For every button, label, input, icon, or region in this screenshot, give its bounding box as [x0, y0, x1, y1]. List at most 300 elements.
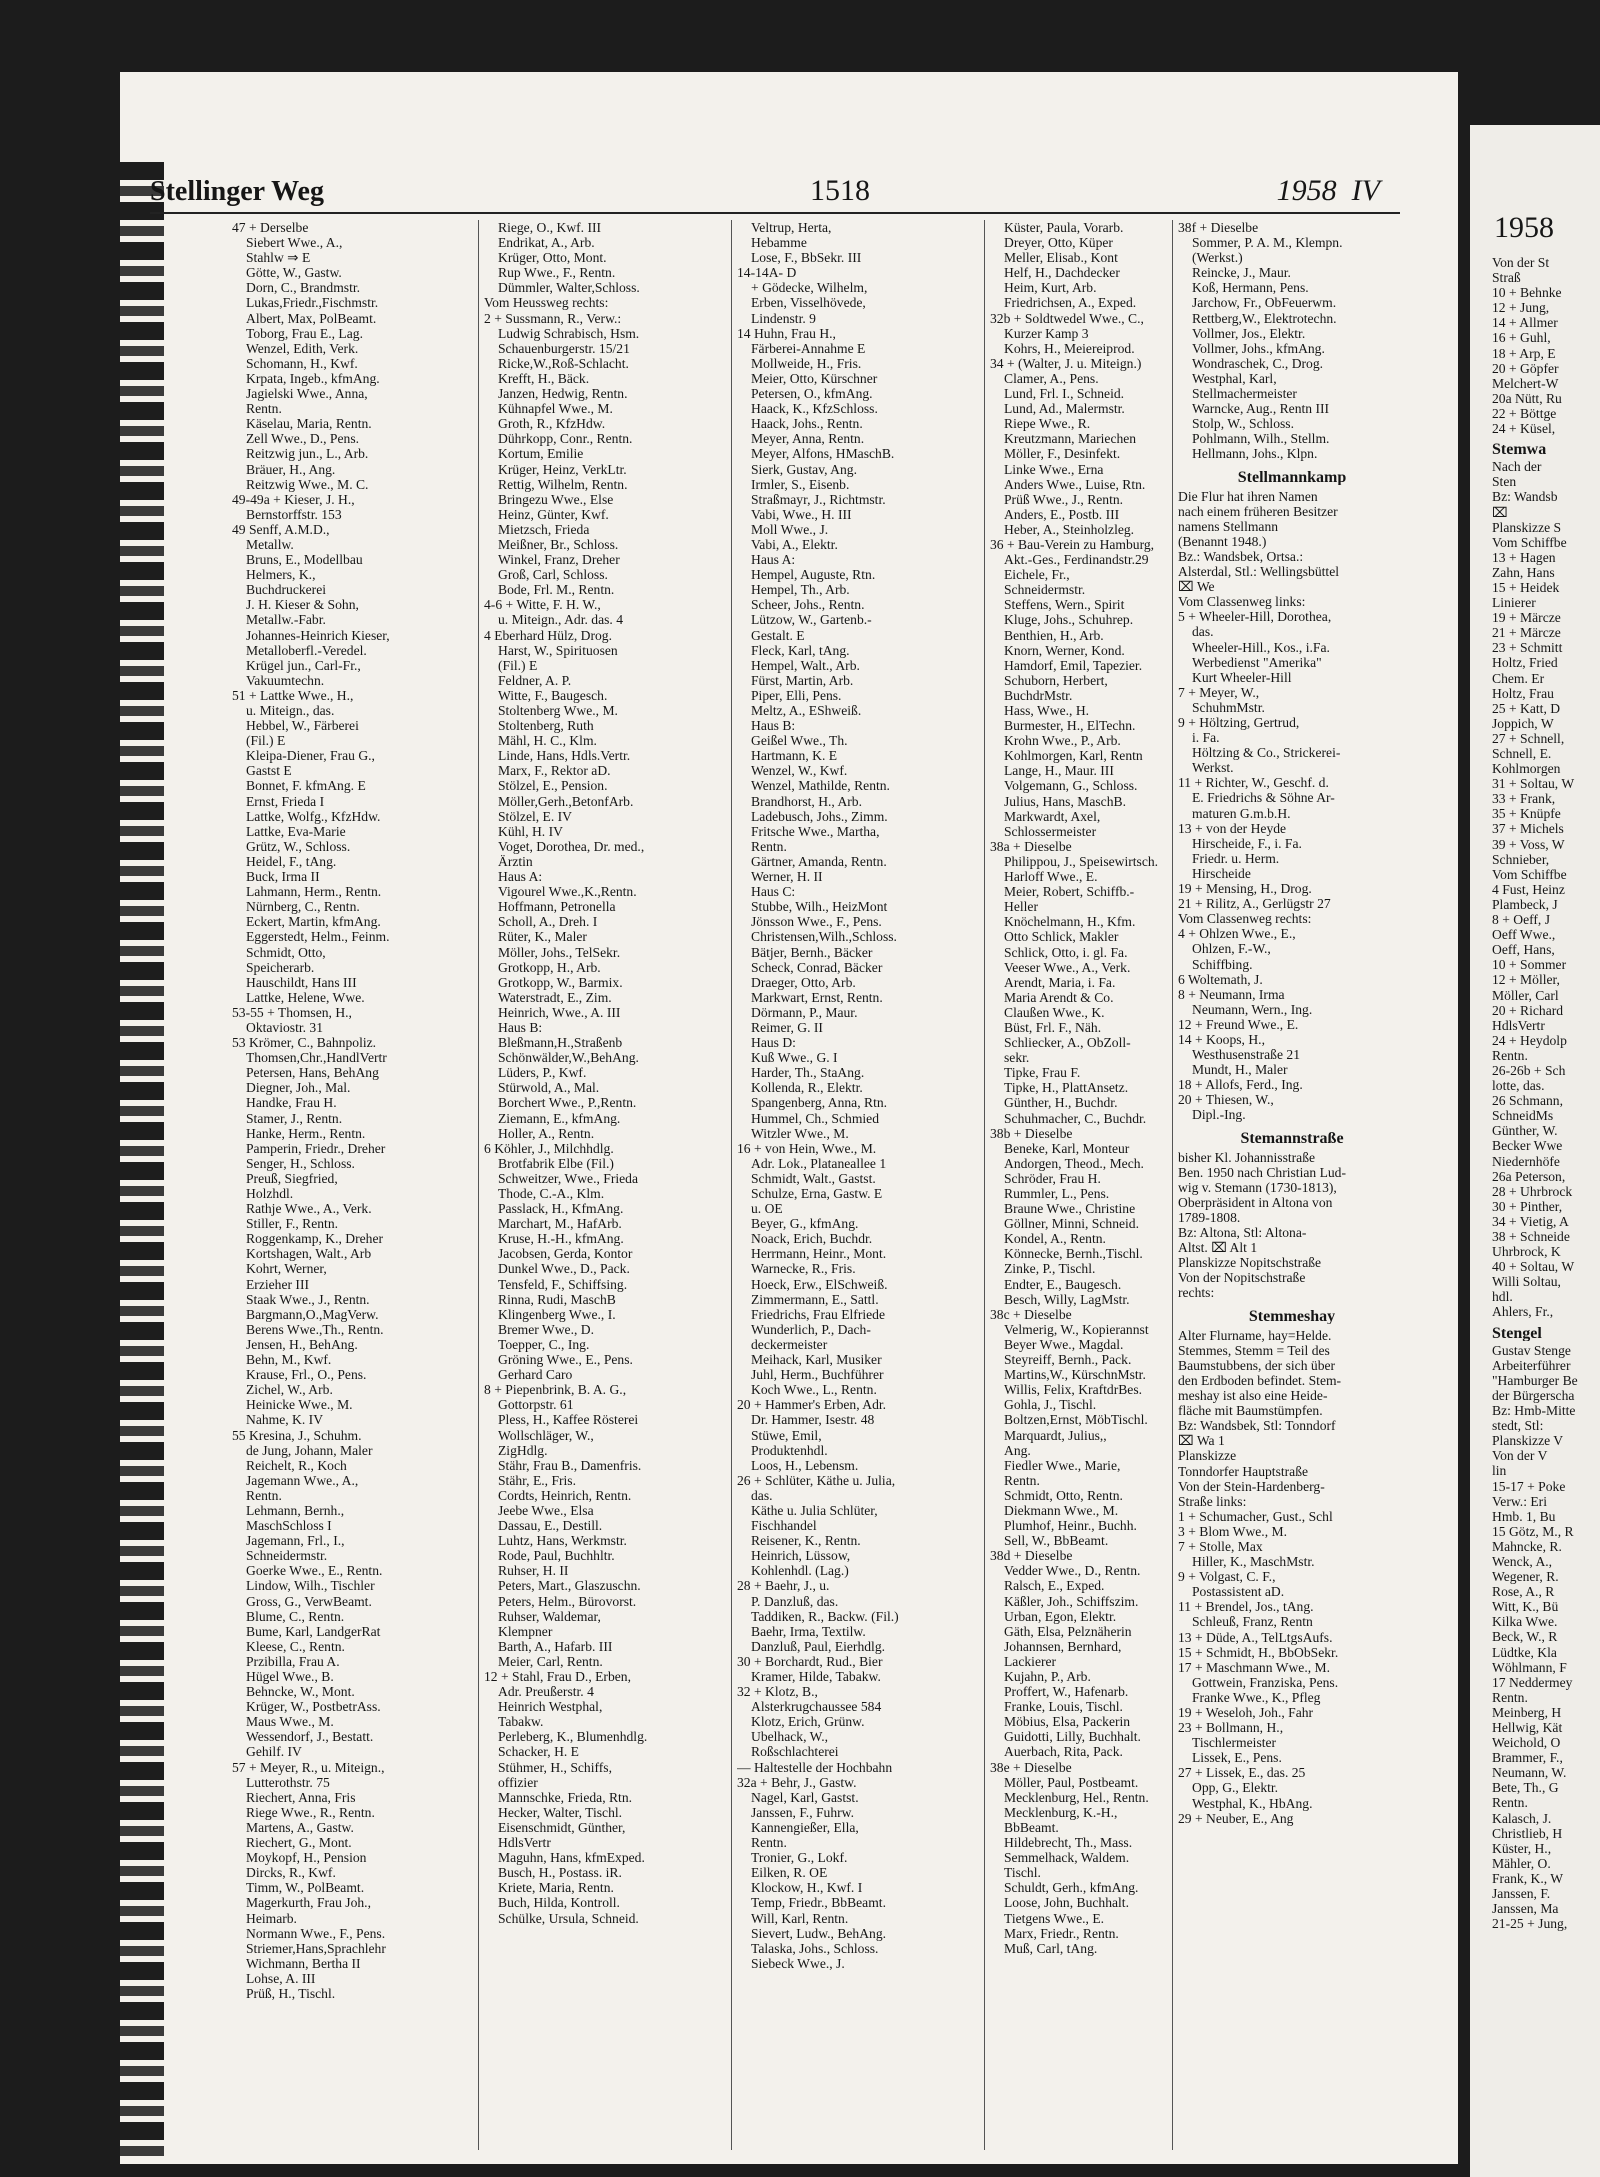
directory-entry: Rentn. [1492, 1795, 1528, 1811]
directory-entry: Holler, A., Rentn. [498, 1125, 595, 1141]
directory-entry: Friedrichsen, A., Exped. [1004, 295, 1137, 311]
directory-entry: Hass, Wwe., H. [1004, 703, 1090, 718]
directory-entry: Krause, Frl., O., Pens. [246, 1367, 367, 1383]
directory-entry: Tabakw. [498, 1714, 544, 1730]
directory-entry: Zell Wwe., D., Pens. [246, 431, 360, 447]
directory-entry: Werner, H. II [751, 869, 823, 885]
directory-entry: Schulze, Erna, Gastw. E [751, 1186, 883, 1201]
directory-entry: Veeser Wwe., A., Verk. [1004, 959, 1131, 975]
directory-entry: Wheeler-Hill., Kos., i.Fa. [1192, 639, 1330, 655]
directory-entry: Waterstradt, E., Zim. [498, 989, 612, 1005]
directory-entry: Proffert, W., Hafenarb. [1004, 1684, 1129, 1700]
directory-entry: 19 + Mensing, H., Drog. [1178, 881, 1312, 897]
directory-entry: 2 + Sussmann, R., Verw.: [484, 310, 622, 326]
directory-entry: 4-6 + Witte, F. H. W., [484, 597, 601, 613]
directory-entry: Plambeck, J [1492, 896, 1558, 912]
directory-entry: Buchdruckerei [246, 582, 327, 598]
directory-entry: 20 + Thiesen, W., [1178, 1092, 1274, 1108]
directory-entry: Berens Wwe.,Th., Rentn. [246, 1321, 384, 1337]
directory-entry: Vom Schiffbe [1492, 866, 1567, 882]
directory-entry: Claußen Wwe., K. [1004, 1004, 1105, 1020]
directory-entry: Riepe Wwe., R. [1004, 416, 1091, 432]
directory-entry: Dörmann, P., Maur. [751, 1004, 858, 1020]
directory-entry: Becker Wwe [1492, 1138, 1563, 1154]
directory-entry: Vakuumtechn. [246, 672, 325, 688]
directory-entry: Thode, C.-A., Klm. [498, 1186, 605, 1201]
directory-entry: 24 + Küsel, [1492, 421, 1556, 437]
directory-entry: Warnecke, R., Fris. [751, 1261, 856, 1277]
directory-entry: Groth, R., KfzHdw. [498, 416, 606, 432]
directory-entry: Wunderlich, P., Dach- [751, 1321, 871, 1337]
directory-entry: Vom Schiffbe [1492, 534, 1567, 550]
directory-entry: Lissek, E., Pens. [1192, 1750, 1282, 1766]
directory-entry: 19 + Märcze [1492, 610, 1561, 626]
directory-entry: Handke, Frau H. [246, 1095, 337, 1111]
directory-entry: 24 + Heydolp [1492, 1032, 1567, 1048]
directory-entry: 31 + Soltau, W [1492, 776, 1575, 792]
directory-entry: Prüß, H., Tischl. [246, 1985, 336, 2001]
directory-entry: Hanke, Herm., Rentn. [246, 1125, 366, 1141]
directory-entry: Straßmayr, J., Richtmstr. [751, 491, 886, 507]
directory-entry: (Benannt 1948.) [1178, 533, 1267, 549]
directory-entry: Büst, Frl. F., Näh. [1004, 1019, 1102, 1035]
directory-entry: meshay ist also eine Heide- [1178, 1388, 1328, 1404]
directory-entry: Käßler, Joh., Schiffszim. [1004, 1593, 1139, 1609]
directory-entry: Marquardt, Julius,, [1004, 1427, 1107, 1443]
directory-entry: Bernstorffstr. 153 [246, 506, 342, 522]
directory-entry: Benthien, H., Arb. [1004, 627, 1104, 643]
directory-entry: Franke Wwe., K., Pfleg [1192, 1689, 1321, 1705]
directory-entry: 38f + Dieselbe [1178, 220, 1259, 235]
directory-entry: Rup Wwe., F., Rentn. [498, 265, 616, 281]
directory-entry: ⌧ Wa 1 [1178, 1433, 1225, 1449]
directory-entry: Wöhlmann, F [1492, 1659, 1567, 1675]
year: 1958 [1276, 174, 1337, 207]
directory-entry: Janzen, Hedwig, Rentn. [498, 386, 628, 402]
directory-entry: Dührkopp, Conr., Rentn. [498, 431, 633, 447]
directory-entry: Möller, F., Desinfekt. [1004, 446, 1121, 462]
directory-entry: Produktenhdl. [751, 1442, 828, 1458]
directory-entry: 26 + Schlüter, Käthe u. Julia, [737, 1472, 896, 1488]
directory-entry: Tronier, G., Lokf. [751, 1850, 848, 1866]
directory-entry: Goerke Wwe., E., Rentn. [246, 1563, 383, 1579]
directory-entry: Alter Flurname, hay=Helde. [1178, 1327, 1332, 1343]
directory-entry: Johannsen, Bernhard, [1004, 1638, 1122, 1654]
directory-entry: Peters, Mart., Glaszuschn. [498, 1578, 641, 1594]
directory-entry: Kujahn, P., Arb. [1004, 1669, 1091, 1684]
directory-entry: 35 + Knüpfe [1492, 806, 1561, 822]
directory-entry: Markwart, Ernst, Rentn. [751, 989, 883, 1005]
directory-entry: Hmb. 1, Bu [1492, 1508, 1556, 1524]
directory-entry: 18 + Allofs, Ferd., Ing. [1178, 1077, 1303, 1093]
directory-entry: Schomann, H., Kwf. [246, 355, 358, 371]
directory-entry: Auerbach, Rita, Pack. [1004, 1744, 1123, 1760]
directory-entry: Gärtner, Amanda, Rentn. [751, 853, 887, 869]
directory-entry: de Jung, Johann, Maler [246, 1442, 373, 1458]
directory-entry: 12 + Stahl, Frau D., Erben, [484, 1669, 631, 1684]
directory-entry: Will, Karl, Rentn. [751, 1910, 849, 1926]
directory-entry: HdlsVertr [1492, 1017, 1545, 1033]
directory-entry: Höltzing & Co., Strickerei- [1192, 745, 1341, 761]
year-volume [1277, 174, 1380, 208]
directory-entry: Scholl, A., Dreh. I [498, 914, 598, 930]
directory-entry: SchuhmMstr. [1192, 699, 1265, 715]
directory-entry: 32b + Soldtwedel Wwe., C., [990, 310, 1144, 326]
directory-entry: Arendt, Maria, i. Fa. [1004, 974, 1116, 990]
directory-entry: Hiller, K., MaschMstr. [1192, 1554, 1315, 1570]
directory-entry: Meier, Robert, Schiffb.- [1004, 884, 1135, 900]
street-section-heading: Stemwa [1492, 442, 1547, 458]
directory-entry: Adr. Preußerstr. 4 [498, 1684, 594, 1700]
directory-entry: Lackierer [1004, 1653, 1057, 1669]
directory-entry: Diegner, Joh., Mal. [246, 1080, 351, 1096]
directory-entry: offizier [498, 1774, 538, 1790]
directory-entry: Normann Wwe., F., Pens. [246, 1925, 386, 1941]
directory-entry: Janssen, F., Fuhrw. [751, 1804, 855, 1820]
directory-entry: Westhusenstraße 21 [1192, 1047, 1301, 1063]
directory-entry: Klotz, Erich, Grünw. [751, 1714, 865, 1730]
directory-entry: 8 + Piepenbrink, B. A. G., [484, 1382, 627, 1398]
directory-entry: 1 + Schumacher, Gust., Schl [1178, 1508, 1333, 1524]
directory-entry: Straße links: [1178, 1493, 1247, 1509]
directory-entry: 11 + Brendel, Jos., tAng. [1178, 1599, 1314, 1615]
directory-entry: u. Miteign., Adr. das. 4 [498, 612, 623, 628]
directory-entry: Winkel, Franz, Dreher [498, 552, 620, 568]
directory-entry: Harloff Wwe., E. [1004, 869, 1098, 885]
directory-entry: Lund, Ad., Malermstr. [1004, 401, 1125, 417]
directory-entry: 33 + Frank, [1492, 791, 1556, 807]
directory-entry: Ärztin [498, 853, 533, 869]
directory-entry: Kleipa-Diener, Frau G., [246, 748, 375, 764]
directory-entry: Vabi, A., Elektr. [751, 536, 838, 552]
column-divider [984, 220, 985, 2150]
directory-entry: Bode, Frl. M., Rentn. [498, 582, 615, 598]
directory-entry: Die Flur hat ihren Namen [1178, 488, 1318, 504]
directory-entry: Postassistent aD. [1192, 1584, 1285, 1600]
directory-entry: 29 + Neuber, E., Ang [1178, 1810, 1294, 1826]
directory-entry: Warncke, Aug., Rentn III [1192, 401, 1330, 417]
directory-entry: maturen G.m.b.H. [1192, 805, 1291, 821]
directory-entry: Kohlmorgen, Karl, Rentn [1004, 748, 1143, 764]
directory-entry: Schuldt, Gerh., kfmAng. [1004, 1880, 1139, 1896]
directory-entry: Stähr, E., Fris. [498, 1472, 576, 1488]
directory-entry: Tietgens Wwe., E. [1004, 1910, 1105, 1926]
directory-entry: 1789-1808. [1178, 1210, 1241, 1225]
directory-entry: Stamer, J., Rentn. [246, 1110, 343, 1126]
directory-entry: Verw.: Eri [1492, 1493, 1547, 1509]
directory-entry: Meinberg, H [1492, 1704, 1562, 1720]
directory-entry: Gottwein, Franziska, Pens. [1192, 1674, 1339, 1690]
directory-entry: Riechert, Anna, Fris [246, 1789, 356, 1805]
directory-entry: Holzhdl. [246, 1186, 294, 1201]
directory-entry: Juhl, Herm., Buchführer [751, 1367, 884, 1383]
directory-entry: Zimmermann, E., Sattl. [751, 1291, 879, 1307]
directory-entry: Jagemann, Frl., I., [246, 1533, 345, 1549]
directory-entry: Timm, W., PolBeamt. [246, 1880, 365, 1896]
directory-entry: Tensfeld, F., Schiffsing. [498, 1276, 628, 1292]
directory-entry: 23 + Schmitt [1492, 640, 1563, 656]
directory-entry: Staak Wwe., J., Rentn. [246, 1291, 370, 1307]
directory-entry: Klockow, H., Kwf. I [751, 1880, 863, 1896]
directory-entry: Witt, K., Bü [1492, 1599, 1559, 1615]
directory-entry: Kriete, Maria, Rentn. [498, 1880, 614, 1896]
directory-entry: Stähr, Frau B., Damenfris. [498, 1457, 642, 1473]
directory-entry: Erben, Visselhövede, [751, 295, 866, 311]
directory-entry: 26 Schmann, [1492, 1093, 1563, 1109]
directory-entry: Ludwig Schrabisch, Hsm. [498, 325, 640, 341]
directory-entry: Lattke, Helene, Wwe. [246, 989, 365, 1005]
directory-entry: Heinrich, Lüssow, [751, 1548, 851, 1564]
directory-entry: Moll Wwe., J. [751, 521, 829, 537]
directory-entry: Bringezu Wwe., Else [498, 491, 614, 507]
directory-entry: Anders Wwe., Luise, Rtn. [1004, 476, 1146, 492]
directory-entry: Kuß Wwe., G. I [751, 1050, 838, 1066]
directory-entry: Koch Wwe., L., Rentn. [751, 1382, 877, 1398]
directory-entry: Helf, H., Dachdecker [1004, 265, 1120, 281]
directory-entry: Ubelhack, W., [751, 1729, 829, 1745]
directory-entry: Bz: Altona, Stl: Altona- [1178, 1225, 1307, 1241]
directory-entry: Schweitzer, Wwe., Frieda [498, 1170, 638, 1186]
directory-entry: Jönsson Wwe., F., Pens. [751, 914, 882, 930]
directory-entry: 14 + Koops, H., [1178, 1031, 1265, 1047]
directory-entry: Gross, G., VerwBeamt. [246, 1593, 372, 1609]
directory-entry: Hellmann, Johs., Klpn. [1192, 446, 1318, 462]
directory-entry: ⌧ [1492, 504, 1508, 520]
directory-entry: 13 + von der Heyde [1178, 820, 1287, 836]
directory-entry: Vom Classenweg rechts: [1178, 911, 1312, 927]
directory-entry: Beck, W., R [1492, 1629, 1558, 1645]
directory-entry: Prüß Wwe., J., Rentn. [1004, 491, 1124, 507]
street-section-heading: Stellmannkamp [1237, 469, 1347, 485]
directory-entry: Holtz, Frau [1492, 685, 1554, 701]
directory-entry: P. Danzluß, das. [751, 1593, 839, 1609]
directory-entry: Dassau, E., Destill. [498, 1518, 603, 1534]
directory-entry: Marchart, M., HafArb. [498, 1216, 622, 1232]
directory-entry: Sten [1492, 474, 1517, 490]
directory-entry: Fritsche Wwe., Martha, [751, 823, 880, 839]
directory-entry: Siebeck Wwe., J. [751, 1955, 845, 1971]
directory-entry: Ahlers, Fr., [1492, 1304, 1554, 1320]
directory-entry: Ralsch, E., Exped. [1004, 1578, 1105, 1594]
directory-entry: Loos, H., Lebensm. [751, 1457, 859, 1473]
directory-entry: Adr. Lok., Plataneallee 1 [751, 1155, 887, 1171]
directory-entry: Frank, K., W [1492, 1870, 1564, 1886]
directory-entry: Von der Nopitschstraße [1178, 1270, 1306, 1286]
directory-entry: Zichel, W., Arb. [246, 1382, 333, 1398]
directory-entry: Linke Wwe., Erna [1004, 461, 1104, 477]
directory-entry: Pamperin, Friedr., Dreher [246, 1140, 386, 1156]
directory-entry: 9 + Volgast, C. F., [1178, 1569, 1276, 1585]
directory-entry: Franke, Louis, Tischl. [1004, 1699, 1123, 1715]
directory-entry: sekr. [1004, 1050, 1030, 1066]
directory-entry: Oberpräsident in Altona von [1178, 1194, 1333, 1210]
directory-entry: Blume, C., Rentn. [246, 1608, 345, 1624]
directory-entry: Irmler, S., Eisenb. [751, 476, 850, 492]
directory-entry: Gäth, Elsa, Pelznäherin [1004, 1623, 1132, 1639]
directory-entry: Bräuer, H., Ang. [246, 461, 336, 477]
directory-entry: Hebbel, W., Färberei [246, 718, 359, 734]
directory-entry: Friedrichs, Frau Elfriede [751, 1306, 886, 1322]
directory-entry: Schuborn, Herbert, [1004, 672, 1108, 688]
directory-entry: Küster, H., [1492, 1840, 1552, 1856]
directory-entry: 38e + Dieselbe [990, 1759, 1072, 1775]
directory-entry: Gehilf. IV [246, 1744, 302, 1760]
directory-entry: Stühmer, H., Schiffs, [498, 1759, 612, 1775]
directory-entry: Meyer, Alfons, HMaschB. [751, 446, 895, 462]
directory-entry: Ricke,W.,Roß-Schlacht. [498, 355, 629, 371]
directory-entry: Besch, Willy, LagMstr. [1004, 1291, 1130, 1307]
directory-entry: Meihack, Karl, Musiker [751, 1352, 882, 1368]
directory-entry: Lahmann, Herm., Rentn. [246, 884, 382, 900]
directory-entry: Passlack, H., KfmAng. [498, 1201, 624, 1217]
directory-entry: Voget, Dorothea, Dr. med., [498, 838, 645, 854]
directory-entry: 14 + Allmer [1492, 315, 1558, 331]
directory-entry: Lüdtke, Kla [1492, 1644, 1557, 1660]
directory-entry: Dunkel Wwe., D., Pack. [498, 1261, 630, 1277]
directory-entry: Jacobsen, Gerda, Kontor [498, 1246, 633, 1262]
directory-entry: Preuß, Siegfried, [246, 1170, 338, 1186]
directory-entry: Göllner, Minni, Schneid. [1004, 1216, 1140, 1232]
directory-entry: ⌧ We [1178, 579, 1215, 595]
directory-entry: Götte, W., Gastw. [246, 265, 342, 281]
directory-entry: Bruns, E., Modellbau [246, 552, 363, 568]
directory-entry: Meier, Otto, Kürschner [751, 370, 878, 386]
directory-entry: Feldner, A. P. [498, 672, 572, 688]
directory-entry: Reichelt, R., Koch [246, 1457, 347, 1473]
directory-entry: Dr. Hammer, Isestr. 48 [751, 1412, 875, 1428]
directory-entry: Vom Classenweg links: [1178, 594, 1306, 610]
directory-entry: 38d + Dieselbe [990, 1548, 1073, 1564]
directory-entry: nach einem früheren Besitzer [1178, 503, 1338, 519]
directory-entry: Scheck, Conrad, Bäcker [751, 959, 883, 975]
directory-entry: Mähl, H. C., Klm. [498, 733, 597, 749]
directory-entry: Kohrt, Werner, [246, 1261, 327, 1277]
directory-entry: Schlick, Otto, i. gl. Fa. [1004, 944, 1128, 960]
directory-entry: 15 Götz, M., R [1492, 1523, 1574, 1539]
directory-entry: Schacker, H. E [498, 1744, 579, 1760]
directory-entry: Hauschildt, Hans III [246, 974, 357, 990]
directory-entry: Taddiken, R., Backw. (Fil.) [751, 1608, 899, 1624]
column-5 [1178, 220, 1406, 2150]
directory-entry: + Gödecke, Wilhelm, [751, 280, 868, 296]
directory-entry: Käthe u. Julia Schlüter, [751, 1502, 878, 1518]
directory-entry: Meller, Elisab., Kont [1004, 250, 1118, 266]
directory-entry: 30 + Borchardt, Rud., Bier [737, 1653, 883, 1669]
directory-entry: Meltz, A., EShweiß. [751, 703, 862, 718]
directory-entry: Dipl.-Ing. [1192, 1107, 1246, 1123]
directory-entry: Metallw.-Fabr. [246, 612, 326, 628]
directory-entry: Kramer, Hilde, Tabakw. [751, 1669, 881, 1684]
directory-entry: Rode, Paul, Buchhltr. [498, 1548, 615, 1564]
directory-entry: Schneidermstr. [1004, 582, 1086, 598]
directory-entry: Dreyer, Otto, Küper [1004, 235, 1113, 251]
directory-entry: Endter, E., Baugesch. [1004, 1276, 1122, 1292]
directory-entry: Stahlw ⇒ E [246, 250, 311, 266]
directory-entry: 27 + Lissek, E., das. 25 [1178, 1765, 1306, 1781]
directory-entry: Braune Wwe., Christine [1004, 1201, 1136, 1217]
directory-entry: Lattke, Wolfg., KfzHdw. [246, 808, 381, 824]
page-number: 1518 [810, 174, 870, 207]
directory-entry: Hebamme [751, 235, 807, 251]
directory-entry: 21-25 + Jung, [1492, 1916, 1568, 1932]
directory-entry: 4 Fust, Heinz [1492, 881, 1565, 897]
directory-entry: Von der V [1492, 1448, 1548, 1464]
directory-entry: Ruhser, Waldemar, [498, 1608, 601, 1624]
directory-entry: Kluge, Johs., Schuhrep. [1004, 612, 1134, 628]
directory-entry: Krohn Wwe., P., Arb. [1004, 733, 1121, 749]
directory-entry: "Hamburger Be [1492, 1372, 1578, 1388]
directory-entry: Bete, Th., G [1492, 1780, 1559, 1796]
directory-entry: Jeebe Wwe., Elsa [498, 1502, 594, 1518]
directory-entry: Lindenstr. 9 [751, 310, 816, 326]
directory-entry: 10 + Behnke [1492, 285, 1562, 301]
street-section-heading: Stemannstraße [1240, 1130, 1344, 1146]
directory-entry: Schauenburgerstr. 15/21 [498, 340, 630, 356]
directory-entry: 20 + Göpfer [1492, 360, 1559, 376]
directory-entry: Werbedienst "Amerika" [1192, 654, 1322, 670]
directory-entry: Lange, H., Maur. III [1004, 763, 1114, 779]
directory-entry: Dümmler, Walter,Schloss. [498, 280, 640, 296]
volume: IV [1351, 174, 1380, 207]
directory-entry: Tischlermeister [1192, 1735, 1277, 1751]
directory-entry: Spangenberg, Anna, Rtn. [751, 1095, 888, 1111]
directory-entry: Bz.: Wandsbek, Ortsa.: [1178, 548, 1304, 564]
directory-entry: 6 Köhler, J., Milchhdlg. [484, 1140, 614, 1156]
directory-entry: 26a Peterson, [1492, 1168, 1566, 1184]
column-divider [1172, 220, 1173, 2150]
directory-entry: Friedr. u. Herm. [1192, 850, 1280, 866]
directory-entry: Wessendorf, J., Bestatt. [246, 1729, 374, 1745]
directory-entry: Stüwe, Emil, [751, 1427, 822, 1443]
directory-entry: — Haltestelle der Hochbahn [737, 1759, 893, 1775]
directory-entry: Riege Wwe., R., Rentn. [246, 1804, 375, 1820]
directory-entry: Wenzel, W., Kwf. [751, 763, 848, 779]
directory-entry: 7 + Stolle, Max [1178, 1538, 1263, 1554]
directory-entry: Dircks, R., Kwf. [246, 1865, 336, 1881]
directory-entry: Thomsen,Chr.,HandlVertr [246, 1050, 387, 1066]
directory-entry: Steyreiff, Bernh., Pack. [1004, 1352, 1132, 1368]
directory-entry: 16 + Guhl, [1492, 330, 1551, 346]
directory-entry: Perleberg, K., Blumenhdlg. [498, 1729, 648, 1745]
directory-entry: Barth, A., Hafarb. III [498, 1638, 613, 1654]
directory-entry: Heimarb. [246, 1910, 297, 1926]
directory-entry: Planskizze Nopitschstraße [1178, 1255, 1322, 1271]
adjacent-page-year: 1958 [1494, 211, 1554, 244]
directory-entry: 21 + Märcze [1492, 625, 1561, 641]
directory-entry: Planskizze S [1492, 519, 1562, 535]
directory-entry: Tonndorfer Hauptstraße [1178, 1463, 1309, 1479]
directory-entry: 30 + Pinther, [1492, 1198, 1563, 1214]
directory-entry: Linierer [1492, 595, 1536, 611]
directory-entry: Striemer,Hans,Sprachlehr [246, 1940, 386, 1956]
directory-entry: Behn, M., Kwf. [246, 1352, 332, 1368]
directory-entry: 17 Neddermey [1492, 1674, 1573, 1690]
directory-entry: Meier, Carl, Rentn. [498, 1653, 603, 1669]
directory-entry: Petersen, O., kfmAng. [751, 386, 873, 402]
directory-entry: Wichmann, Bertha II [246, 1955, 361, 1971]
directory-entry: Willis, Felix, KraftdrBes. [1004, 1382, 1143, 1398]
directory-entry: Otto Schlick, Makler [1004, 929, 1119, 945]
directory-entry: Hellwig, Kät [1492, 1720, 1563, 1735]
directory-entry: Fürst, Martin, Arb. [751, 672, 854, 688]
directory-entry: Bz: Wandsbek, Stl: Tonndorf [1178, 1418, 1336, 1434]
directory-entry: 22 + Böttge [1492, 405, 1557, 421]
directory-entry: Wenzel, Edith, Verk. [246, 340, 359, 356]
column-divider [731, 220, 732, 2150]
directory-entry: Rathje Wwe., A., Verk. [246, 1201, 372, 1217]
directory-entry: 17 + Maschmann Wwe., M. [1178, 1659, 1331, 1675]
directory-entry: Krüger, Otto, Mont. [498, 250, 607, 266]
